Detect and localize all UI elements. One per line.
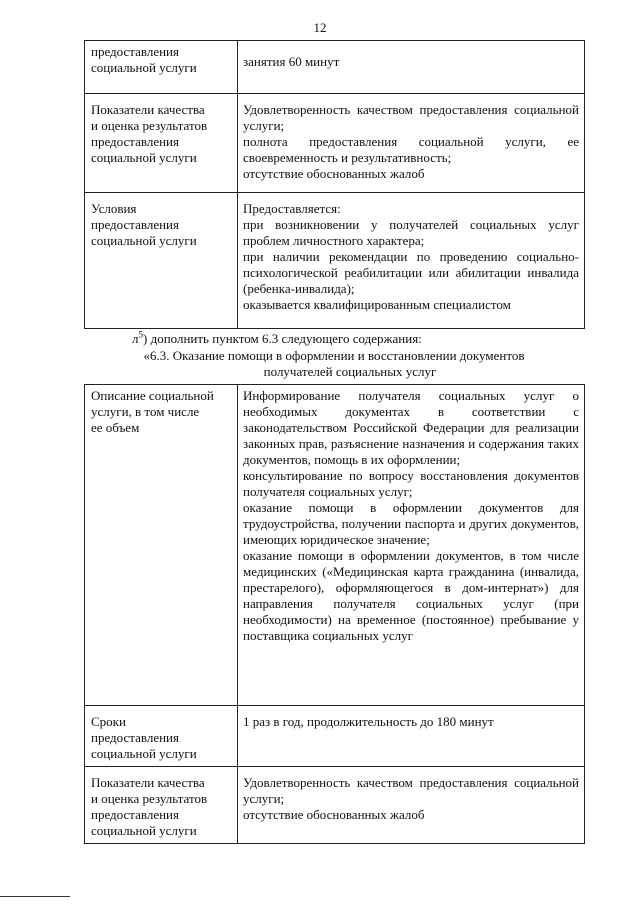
label-line: Показатели качества — [91, 102, 205, 117]
section-title-line-2: получателей социальных услуг — [263, 364, 437, 379]
content-paragraph: Удовлетворенность качеством предоставления социальной услуги; — [243, 102, 579, 133]
row-content — [238, 94, 585, 193]
row-label — [85, 767, 238, 844]
label-line: социальной услуги — [91, 60, 197, 75]
label-line: предоставления — [91, 134, 179, 149]
label-line: ее объем — [91, 420, 140, 435]
content-paragraph: при наличии рекомендации по проведению социально-психологической реабилитации или абилитации инвалида (ребенка-инвалида); — [243, 249, 579, 296]
label-line: социальной услуги — [91, 823, 197, 838]
content-paragraph: Информирование получателя социальных услуг о необходимых документах в соответствии с законодательством Российской Федерации для реализации законных прав, разъяснение назначения и содержания таких документов, помощь в их оформлении; — [243, 388, 579, 467]
table-row — [85, 767, 585, 844]
section-title-line-1: «6.3. Оказание помощи в оформлении и восстановлении документов — [143, 348, 525, 363]
table-row — [85, 706, 585, 767]
content-paragraph: оказывается квалифицированным специалистом — [243, 297, 511, 312]
label-line: Сроки — [91, 714, 126, 729]
label-line: социальной услуги — [91, 233, 197, 248]
content-paragraph: Предоставляется: — [243, 201, 341, 216]
row-label — [85, 41, 238, 94]
table-row — [85, 193, 585, 329]
table-row — [85, 385, 585, 706]
label-line: предоставления — [91, 44, 179, 59]
table-row — [85, 41, 585, 94]
content-paragraph: отсутствие обоснованных жалоб — [243, 166, 425, 181]
label-line: и оценка результатов — [91, 118, 208, 133]
label-line: предоставления — [91, 730, 179, 745]
row-label — [85, 94, 238, 193]
label-line: Условия — [91, 201, 137, 216]
content-paragraph: консультирование по вопросу восстановления документов получателя социальных услуг; — [243, 468, 579, 499]
label-line: Показатели качества — [91, 775, 205, 790]
row-label — [85, 706, 238, 767]
label-line: Описание социальной — [91, 388, 214, 403]
service-table-continued — [84, 40, 585, 329]
content-paragraph: отсутствие обоснованных жалоб — [243, 807, 425, 822]
label-line: и оценка результатов — [91, 791, 208, 806]
row-content — [238, 385, 585, 706]
content-paragraph: Удовлетворенность качеством предоставления социальной услуги; — [243, 775, 579, 806]
content-paragraph: полнота предоставления социальной услуги, ее своевременность и результативность; — [243, 134, 579, 165]
content-paragraph: оказание помощи в оформлении документов, в том числе медицинских («Медицинская карта гражданина (инвалида, престарелого), оформляющегося в дом-интернат») для направления получателя социальных услуг (при необходимости) на временное (постоянное) пребывание у поставщика социальных услуг — [243, 548, 579, 643]
page-number: 12 — [313, 20, 327, 35]
amendment-clause — [132, 331, 592, 347]
content-paragraph: оказание помощи в оформлении документов для трудоустройства, получении паспорта и других документов, имеющих юридическое значение; — [243, 500, 579, 547]
content-paragraph: при возникновении у получателей социальных услуг проблем личностного характера; — [243, 217, 579, 248]
label-line: предоставления — [91, 807, 179, 822]
row-content — [238, 706, 585, 767]
footer-rule — [0, 896, 70, 897]
row-label — [85, 193, 238, 329]
row-content — [238, 193, 585, 329]
content-paragraph: занятия 60 минут — [243, 54, 340, 69]
clause-letter: л — [132, 331, 139, 346]
table-row — [85, 94, 585, 193]
row-content — [238, 767, 585, 844]
content-paragraph: 1 раз в год, продолжительность до 180 минут — [243, 714, 494, 729]
label-line: социальной услуги — [91, 150, 197, 165]
row-label — [85, 385, 238, 706]
label-line: предоставления — [91, 217, 179, 232]
service-table-6-3 — [84, 384, 585, 844]
clause-text: ) дополнить пунктом 6.3 следующего содержания: — [143, 331, 422, 346]
label-line: услуги, в том числе — [91, 404, 200, 419]
row-content — [238, 41, 585, 94]
clause-superscript: 5 — [138, 329, 143, 340]
label-line: социальной услуги — [91, 746, 197, 761]
